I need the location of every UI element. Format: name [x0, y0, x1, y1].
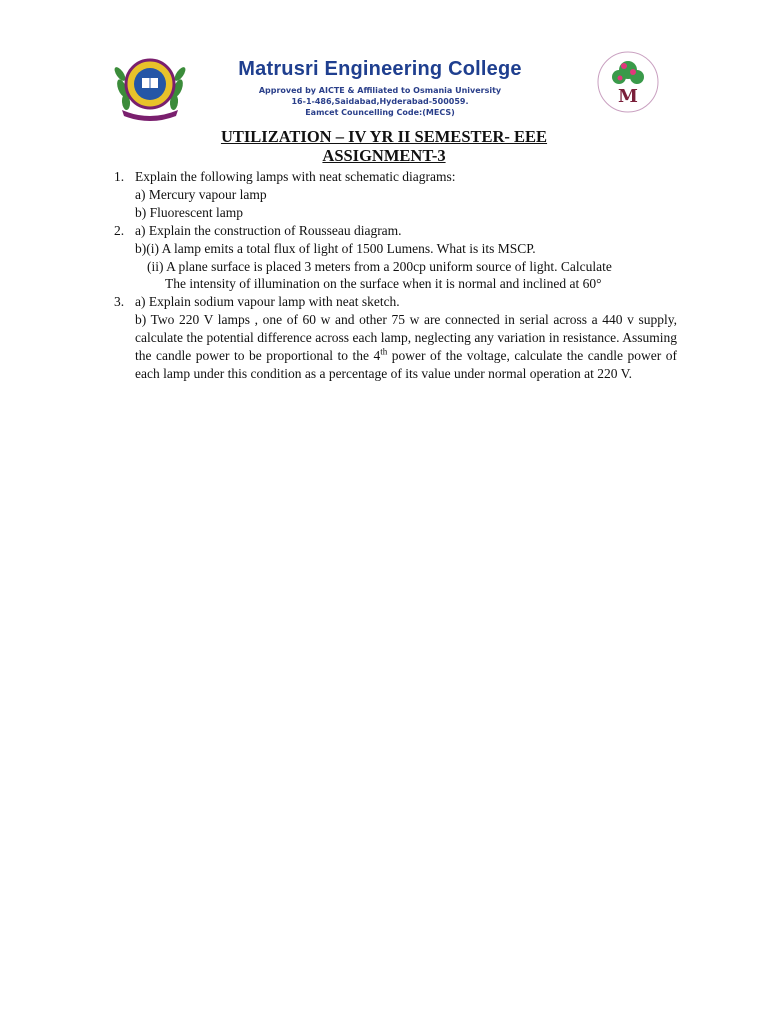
- counselling-code-line: Eamcet Councelling Code:(MECS): [305, 108, 455, 117]
- question-3-part-a: a) Explain sodium vapour lamp with neat sketch.: [135, 294, 400, 309]
- college-crest-logo: [112, 48, 188, 124]
- question-2-part-b-ii: (ii) A plane surface is placed 3 meters from a 200cp uniform source of light. Calculate: [147, 259, 612, 274]
- question-2-part-b-ii-continued: The intensity of illumination on the surface when it is normal and inclined at 60°: [165, 276, 602, 291]
- question-2-part-b-i: b)(i) A lamp emits a total flux of light of 1500 Lumens. What is its MSCP.: [135, 241, 536, 256]
- question-3-part-b: [135, 311, 677, 383]
- question-1-part-a: a) Mercury vapour lamp: [135, 187, 267, 202]
- question-3-part-b-text-end: power of the voltage, calculate the candle power of each lamp under this condition as a percentage of its value under normal operation at 220 V.: [135, 348, 677, 381]
- address-line: 16-1-486,Saidabad,Hyderabad-500059.: [291, 97, 469, 106]
- question-1-number: 1.: [114, 169, 125, 184]
- question-3-part-b-text-start: b) Two 220 V lamps , one of 60 w and other 75 w are connected in serial across a 440 v supply, calculate the potential difference across each lamp, neglecting any variation in resistance. Assuming the candle power to be proportional to the 4: [135, 312, 677, 363]
- question-1-text: Explain the following lamps with neat schematic diagrams:: [135, 169, 456, 184]
- question-3-number: 3.: [114, 294, 125, 309]
- college-name: Matrusri Engineering College: [238, 58, 522, 80]
- question-1-part-b: b) Fluorescent lamp: [135, 205, 243, 220]
- superscript-th: th: [380, 346, 388, 357]
- education-society-logo: [596, 50, 660, 114]
- question-2-number: 2.: [114, 223, 125, 238]
- assignment-number-heading: ASSIGNMENT-3: [322, 146, 446, 165]
- society-logo-letter: M: [618, 86, 638, 107]
- question-2-part-a: a) Explain the construction of Rousseau diagram.: [135, 223, 402, 238]
- letterhead: [0, 0, 768, 125]
- assignment-subject-heading: UTILIZATION – IV YR II SEMESTER- EEE: [220, 127, 548, 146]
- affiliation-line: Approved by AICTE & Affiliated to Osmania University: [258, 86, 502, 95]
